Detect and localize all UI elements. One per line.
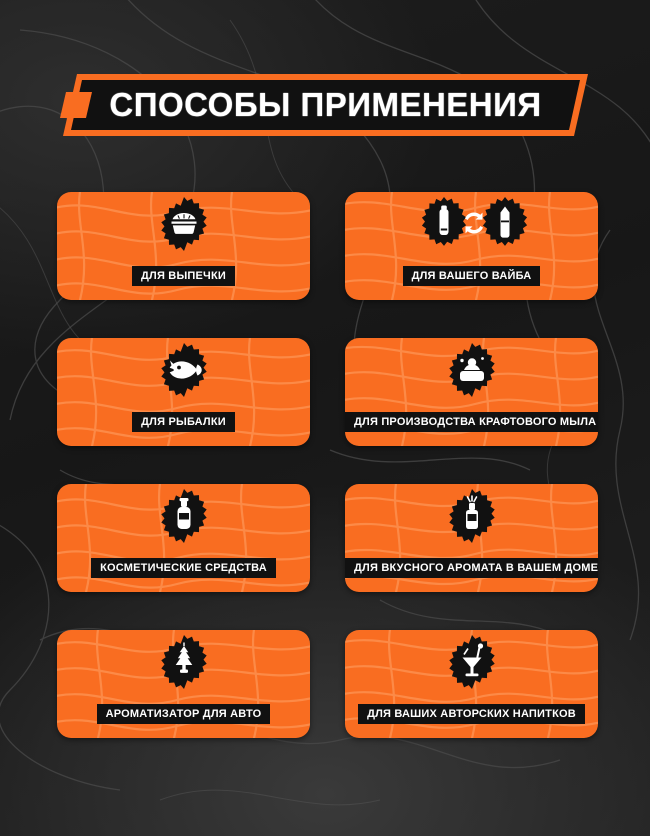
fish-icon — [156, 342, 212, 398]
card-label: ДЛЯ ВАШИХ АВТОРСКИХ НАПИТКОВ — [345, 704, 598, 724]
usage-card[interactable] — [57, 338, 310, 446]
diffuser-icon — [444, 488, 500, 544]
usage-card[interactable] — [345, 630, 598, 738]
title-banner — [0, 74, 650, 140]
usage-card[interactable] — [345, 338, 598, 446]
card-row — [0, 484, 650, 630]
usage-card-grid — [0, 192, 650, 776]
usage-card[interactable] — [57, 192, 310, 300]
usage-card[interactable] — [57, 484, 310, 592]
card-row — [0, 630, 650, 776]
vape-swap-icon — [410, 196, 534, 252]
card-row — [0, 192, 650, 338]
card-label: ДЛЯ ВАШЕГО ВАЙБА — [345, 266, 598, 286]
page-title: СПОСОБЫ ПРИМЕНЕНИЯ — [109, 86, 542, 123]
card-label: ДЛЯ ВЫПЕЧКИ — [57, 266, 310, 286]
usage-card[interactable] — [345, 484, 598, 592]
card-label: ДЛЯ РЫБАЛКИ — [57, 412, 310, 432]
usage-card[interactable] — [57, 630, 310, 738]
card-row — [0, 338, 650, 484]
pie-icon — [156, 196, 212, 252]
usage-card[interactable] — [345, 192, 598, 300]
soap-icon — [444, 342, 500, 398]
car-tree-icon — [156, 634, 212, 690]
card-label: КОСМЕТИЧЕСКИЕ СРЕДСТВА — [57, 558, 310, 578]
cocktail-icon — [444, 634, 500, 690]
cosmetic-bottle-icon — [156, 488, 212, 544]
card-label: ДЛЯ ПРОИЗВОДСТВА КРАФТОВОГО МЫЛА — [345, 412, 598, 432]
card-label: АРОМАТИЗАТОР ДЛЯ АВТО — [57, 704, 310, 724]
card-label: ДЛЯ ВКУСНОГО АРОМАТА В ВАШЕМ ДОМЕ — [345, 558, 598, 578]
